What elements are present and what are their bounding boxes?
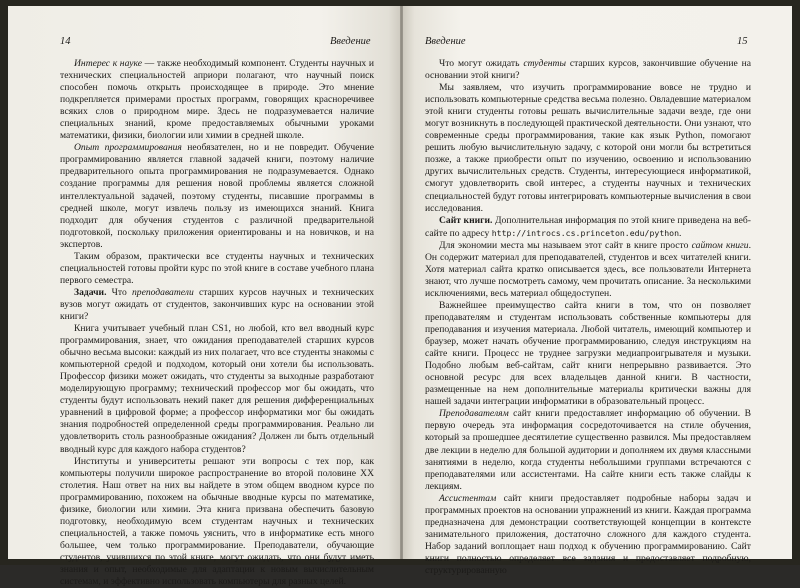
- paragraph: Опыт программирования необязателен, но и не повредит. Обучение программированию является главной задачей книги, поэтому наличие предварительного опыта программирования не подразумевается. Однако создание программы для решения новой проблемы является сложной интеллектуальной задачей, поэтому студенты, писавшие программы в средней школе, могут извлечь пользу из имеющихся знаний. Книга подходит для обучения студентов с различной предварительной подготовкой, поскольку приложения ориентированы и на новичков, и на экспертов.: [60, 142, 374, 250]
- page-number: 14: [60, 36, 71, 47]
- paragraph: Сайт книги. Дополнительная информация по этой книге приведена на веб-сайте по адресу http://introcs.cs.princeton.edu/python.: [425, 214, 751, 239]
- running-head: Введение: [330, 36, 371, 47]
- book-site-url: http://introcs.cs.princeton.edu/python: [491, 227, 680, 238]
- right-page: [403, 6, 792, 576]
- paragraph: Книга учитывает учебный план CS1, но любой, кто вел вводный курс программирования, знает, что ожидания преподавателей старших курсов обычно весьма высоки: каждый из них полагает, что все студенты знакомы с компьютерной средой и подходом, который они хотели бы использовать. Профессор физики может ожидать, что студенты за выходные разработают моделирующую программу; технический профессор мог бы ожидать, что студенты будут использовать некий пакет для решения дифференциальных уравнений в цифровой форме; а профессор информатики мог бы ожидать знания подробностей определенной среды программирования. Реально ли удовлетворить столь разнообразные ожидания? Должен ли быть отдельный вводный курс для каждого набора студентов?: [60, 323, 374, 455]
- paragraph: Для экономии места мы называем этот сайт в книге просто сайтом книги. Он содержит материал для преподавателей, студентов и всех читателей книги. Хотя материал сайта кратко описывается здесь, все пользователи Интернета знают, что лучше посмотреть самому, чем прочитать описание. За несколькими исключениями, весь материал общедоступен.: [425, 239, 751, 299]
- paragraph: Интерес к науке — также необходимый компонент. Студенты научных и технических специальностей априори полагают, что научный поиск способен помочь открыть происходящее в природе. Это мнение подкрепляется примерами простых программ, говорящих красноречивее всяких слов о природном мире. Здесь не подразумевается наличие специальных знаний, кроме предоставляемых обычными уроками математики, физики, биологии или химии в средней школе.: [60, 58, 374, 142]
- paragraph: Институты и университеты решают эти вопросы с тех пор, как компьютеры получили широкое распространение во второй половине XX столетия. Наш ответ на них вы найдете в этом общем вводном курсе по программированию, похожем на обычные вводные курсы по математике, физике, биологии или химии. Эта книга призвана обеспечить базовую подготовку, необходимую всем студентам научных и технических специальностей, а также помочь уяснить, что в информатике есть много большее, чем только программирование. Преподаватели, обучающие студентов, учившихся по этой книге, могут ожидать, что они будут иметь знания и опыт, необходимые для адаптации к новым вычислительным системам, и эффективно использовать компьютеры для разных целей.: [60, 455, 374, 588]
- running-head: Введение: [425, 36, 466, 47]
- left-page-body: [60, 58, 374, 588]
- page-number: 15: [737, 36, 748, 47]
- paragraph: Ассистентам сайт книги предоставляет подробные наборы задач и программных проектов на основании упражнений из книги. Каждая программа предназначена для демонстрации соответствующей концепции в контексте занимательного приложения, достаточно сложного для каждого студента. Набор заданий воплощает наш подход к обучению программированию. Сайт книги полностью определяет все задания и предоставляет подробную, структурированную: [425, 492, 751, 576]
- paragraph: Задачи. Что преподаватели старших курсов научных и технических вузов могут ожидать от студентов, закончивших курс на основании этой книги?: [60, 286, 374, 322]
- paragraph: Мы заявляем, что изучить программирование вовсе не трудно и использовать компьютерные средства весьма полезно. Овладевшие материалом этой книги студенты готовы решать вычислительные задачи везде, где они могут возникнуть в последующей практической деятельности. Они узнают, что современные среды программирования, такие как язык Python, помогают решить любую вычислительную задачу, с которой они могли бы встретиться позже, а также приобрести опыт по изучению, освоению и использованию других вычислительных средств. Студенты, интересующиеся информатикой, смогут удовлетворить свой интерес, а студенты научных и технических специальностей будут готовы интегрировать компьютерные вычисления в свои исследования.: [425, 82, 751, 214]
- left-page: [8, 6, 400, 588]
- paragraph: Таким образом, практически все студенты научных и технических специальностей готовы пройти курс по этой книге в составе учебного плана первого семестра.: [60, 250, 374, 286]
- paragraph: Важнейшее преимущество сайта книги в том, что он позволяет преподавателям и студентам использовать собственные компьютеры для преподавания и изучения материала. Любой читатель, имеющий компьютер и браузер, может начать обучение программированию, следуя инструкциям на сайте книги. Процесс не труднее загрузки медиапроигрывателя и музыки. Подобно любым веб-сайтам, сайт книги непрерывно развивается. Это основной ресурс для всех владельцев данной книги. В частности, размещенные на нем дополнительные материалы критически важны для нашей задачи интеграции информатики в образовательный процесс.: [425, 299, 751, 408]
- paragraph: Что могут ожидать студенты старших курсов, закончившие обучение на основании этой книги?: [425, 58, 751, 82]
- paragraph: Преподавателям сайт книги предоставляет информацию об обучении. В первую очередь эта информация сосредоточивается на стиле обучения, который за прошедшее десятилетие существенно развился. Мы предоставляем две лекции в неделю для большой аудитории и дополняем их двумя классными занятиями в неделю, когда студенты небольшими группами встречаются с преподавателями или ассистентами. На сайте книги есть также слайды к лекциям.: [425, 408, 751, 492]
- right-page-body: [425, 58, 751, 577]
